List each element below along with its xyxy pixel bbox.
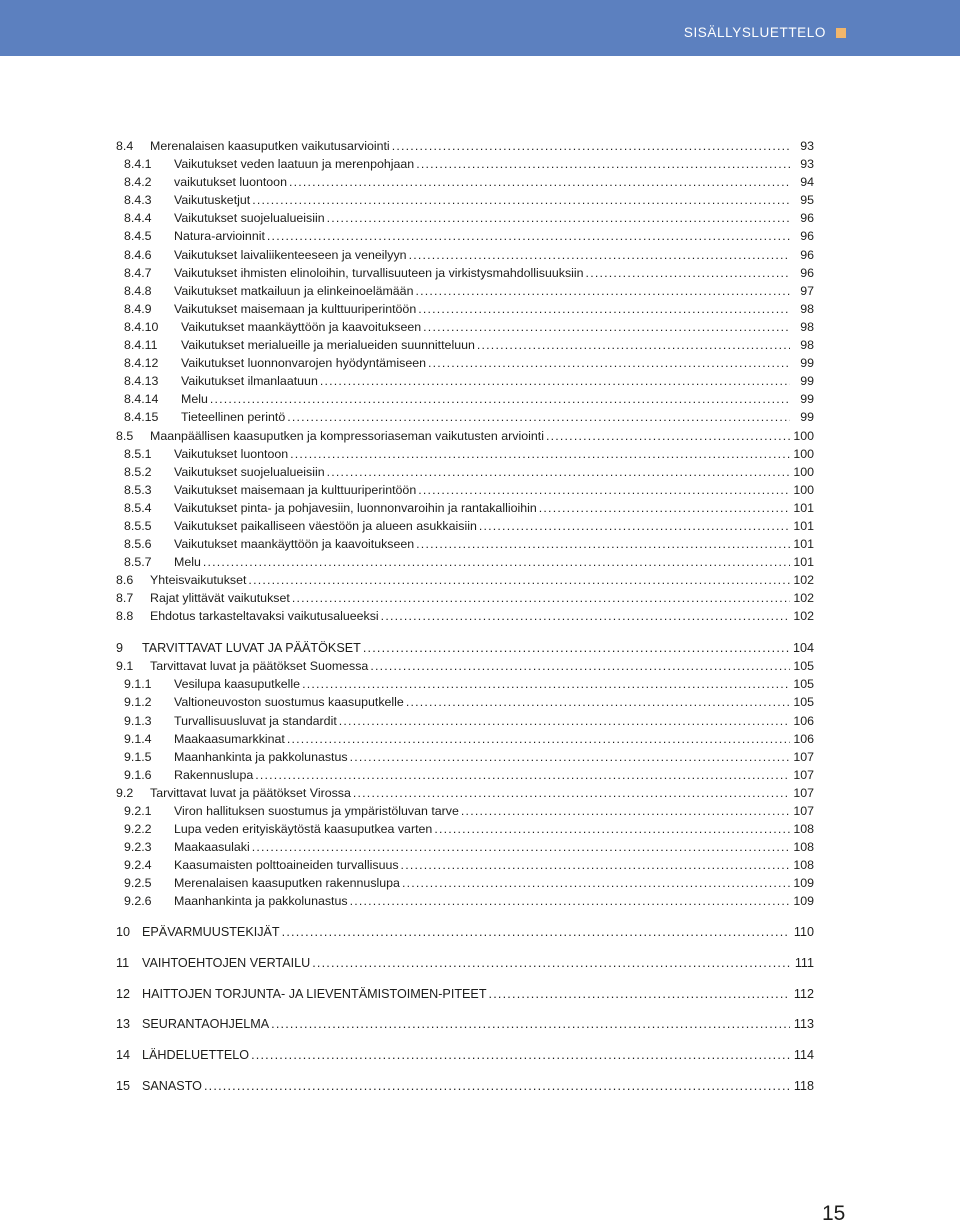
toc-dot-leader: [416, 535, 790, 553]
toc-entry[interactable]: [116, 607, 814, 625]
toc-entry-number: 9.1.2: [124, 695, 152, 710]
toc-dot-leader: [477, 336, 790, 354]
toc-dot-leader: [292, 589, 790, 607]
toc-entry[interactable]: [116, 517, 814, 535]
toc-entry-title: Vesilupa kaasuputkelle: [174, 677, 301, 692]
toc-dot-leader: [327, 209, 790, 227]
toc-entry[interactable]: [116, 1077, 814, 1095]
toc-entry-number: 8.4.5: [124, 229, 152, 244]
toc-entry[interactable]: [116, 856, 814, 874]
toc-entry[interactable]: [116, 675, 814, 693]
toc-entry-page: 96: [800, 229, 814, 244]
toc-entry-page: 113: [793, 1017, 814, 1032]
toc-dot-leader: [289, 173, 790, 191]
toc-entry[interactable]: [116, 209, 814, 227]
toc-entry[interactable]: [116, 155, 814, 173]
toc-entry-page: 101: [793, 518, 814, 533]
toc-entry[interactable]: [116, 639, 814, 657]
toc-entry-page: 99: [800, 374, 814, 389]
toc-entry-number: 13: [116, 1017, 131, 1032]
toc-entry[interactable]: [116, 354, 814, 372]
toc-dot-leader: [252, 191, 790, 209]
toc-entry-title: Turvallisuusluvat ja standardit: [174, 713, 337, 728]
toc-entry-number: 8.5.4: [124, 500, 152, 515]
toc-entry-number: 8.4.15: [124, 410, 159, 425]
toc-entry[interactable]: [116, 571, 814, 589]
toc-entry[interactable]: [116, 535, 814, 553]
toc-entry-number: 9.2.1: [124, 803, 152, 818]
toc-entry-title: Vaikutukset luonnonvarojen hyödyntämiseen: [181, 356, 426, 371]
toc-entry-page: 99: [800, 392, 814, 407]
toc-entry[interactable]: [116, 589, 814, 607]
toc-dot-leader: [546, 427, 790, 445]
toc-entry-page: 108: [793, 822, 814, 837]
toc-entry-title: Maakaasumarkkinat: [174, 731, 285, 746]
toc-entry[interactable]: [116, 499, 814, 517]
toc-entry-title: Tieteellinen perintö: [181, 410, 286, 425]
toc-entry-number: 9.2.4: [124, 858, 152, 873]
toc-entry-page: 101: [793, 500, 814, 515]
toc-entry-title: Vaikutukset merialueille ja merialueiden suunnitteluun: [181, 338, 475, 353]
toc-dot-leader: [539, 499, 790, 517]
toc-entry-number: 8.6: [116, 573, 134, 588]
toc-entry[interactable]: [116, 1046, 814, 1064]
toc-dot-leader: [401, 856, 790, 874]
toc-entry-page: 101: [793, 555, 814, 570]
toc-entry[interactable]: [116, 481, 814, 499]
toc-dot-leader: [267, 227, 790, 245]
toc-entry-page: 98: [800, 338, 814, 353]
toc-entry-number: 8.8: [116, 609, 134, 624]
toc-entry[interactable]: [116, 693, 814, 711]
toc-entry-title: Vaikutukset pinta- ja pohjavesiin, luonnonvaroihin ja rantakallioihin: [174, 500, 537, 515]
toc-entry-page: 106: [793, 731, 814, 746]
toc-entry-number: 8.5: [116, 428, 134, 443]
toc-entry-page: 108: [793, 858, 814, 873]
toc-entry-title: Vaikutukset ilmanlaatuun: [181, 374, 318, 389]
toc-entry-title: SANASTO: [142, 1078, 202, 1093]
header-bar: [0, 0, 960, 56]
toc-entry-page: 111: [794, 955, 814, 970]
toc-entry-page: 98: [800, 319, 814, 334]
toc-entry-title: Vaikutukset luontoon: [174, 446, 289, 461]
toc-entry-page: 93: [800, 157, 814, 172]
toc-entry[interactable]: [116, 173, 814, 191]
toc-entry-number: 8.4.3: [124, 193, 152, 208]
toc-dot-leader: [255, 766, 790, 784]
toc-dot-leader: [248, 571, 790, 589]
toc-entry-number: 12: [116, 986, 131, 1001]
toc-entry-title: Melu: [181, 392, 208, 407]
toc-entry-title: Vaikutukset suojelualueisiin: [174, 464, 325, 479]
toc-entry-page: 109: [793, 894, 814, 909]
toc-entry-title: Viron hallituksen suostumus ja ympäristöluvan tarve: [174, 803, 459, 818]
toc-entry[interactable]: [116, 282, 814, 300]
toc-dot-leader: [586, 264, 790, 282]
toc-dot-leader: [203, 553, 790, 571]
toc-dot-leader: [363, 639, 790, 657]
toc-dot-leader: [489, 985, 790, 1003]
toc-entry-page: 96: [800, 247, 814, 262]
toc-dot-leader: [210, 390, 790, 408]
toc-entry-title: Vaikutukset maankäyttöön ja kaavoitukseen: [174, 537, 415, 552]
toc-entry-number: 8.4.7: [124, 265, 152, 280]
toc-entry-title: Maanhankinta ja pakkolunastus: [174, 749, 348, 764]
toc-entry-page: 100: [793, 428, 814, 443]
toc-entry-title: LÄHDELUETTELO: [142, 1047, 250, 1062]
toc-entry[interactable]: [116, 874, 814, 892]
toc-dot-leader: [320, 372, 790, 390]
toc-entry[interactable]: [116, 445, 814, 463]
toc-entry-title: Vaikutusketjut: [174, 193, 251, 208]
toc-entry[interactable]: [116, 748, 814, 766]
toc-entry[interactable]: [116, 408, 814, 426]
toc-entry-page: 108: [793, 840, 814, 855]
toc-entry[interactable]: [116, 838, 814, 856]
toc-entry-title: Valtioneuvoston suostumus kaasuputkelle: [174, 695, 404, 710]
toc-dot-leader: [271, 1015, 790, 1033]
toc-entry[interactable]: [116, 954, 814, 972]
toc-entry-page: 97: [800, 283, 814, 298]
toc-entry[interactable]: [116, 712, 814, 730]
toc-dot-leader: [327, 463, 790, 481]
toc-dot-leader: [339, 712, 790, 730]
toc-entry-page: 98: [800, 301, 814, 316]
toc-dot-leader: [416, 155, 790, 173]
toc-dot-leader: [287, 408, 790, 426]
toc-entry-page: 95: [800, 193, 814, 208]
toc-entry[interactable]: [116, 227, 814, 245]
toc-entry-page: 100: [793, 464, 814, 479]
toc-dot-leader: [428, 354, 790, 372]
toc-entry-number: 8.4.6: [124, 247, 152, 262]
toc-entry-title: VAIHTOEHTOJEN VERTAILU: [142, 955, 311, 970]
toc-dot-leader: [204, 1077, 790, 1095]
toc-dot-leader: [287, 730, 790, 748]
toc-dot-leader: [381, 607, 790, 625]
toc-dot-leader: [434, 820, 790, 838]
toc-entry-title: Merenalaisen kaasuputken vaikutusarviointi: [150, 139, 390, 153]
toc-entry-title: Maanhankinta ja pakkolunastus: [174, 894, 348, 909]
toc-entry-number: 9.2.6: [124, 894, 152, 909]
toc-entry-title: Vaikutukset maisemaan ja kulttuuriperintöön: [174, 482, 417, 497]
toc-entry-page: 102: [793, 591, 814, 606]
toc-dot-leader: [290, 445, 790, 463]
toc-entry-number: 8.4.1: [124, 157, 152, 172]
toc-entry-title: Tarvittavat luvat ja päätökset Suomessa: [150, 659, 369, 674]
toc-entry-number: 9.1: [116, 659, 134, 674]
toc-entry-title: Vaikutukset paikalliseen väestöön ja alueen asukkaisiin: [174, 518, 477, 533]
toc-entry-page: 109: [793, 876, 814, 891]
toc-entry-page: 102: [793, 573, 814, 588]
toc-entry[interactable]: [116, 372, 814, 390]
toc-entry-page: 107: [793, 767, 814, 782]
toc-entry-page: 105: [793, 677, 814, 692]
toc-entry[interactable]: [116, 923, 814, 941]
orange-square-icon: [836, 28, 846, 38]
toc-entry-title: vaikutukset luontoon: [174, 175, 287, 190]
toc-entry-title: Lupa veden erityiskäytöstä kaasuputkea varten: [174, 822, 433, 837]
toc-entry-number: 9.1.5: [124, 749, 152, 764]
toc-entry-number: 8.4.11: [124, 338, 158, 353]
toc-entry-page: 105: [793, 659, 814, 674]
toc-dot-leader: [406, 693, 790, 711]
toc-dot-leader: [312, 954, 790, 972]
toc-entry[interactable]: [116, 427, 814, 445]
toc-entry-number: 15: [116, 1078, 131, 1093]
toc-entry[interactable]: [116, 246, 814, 264]
toc-entry-number: 9.1.1: [124, 677, 152, 692]
toc-entry-page: 99: [800, 356, 814, 371]
toc-entry-number: 11: [116, 955, 130, 970]
toc-entry-number: 9.2: [116, 785, 134, 800]
toc-entry[interactable]: [116, 137, 814, 155]
toc-entry[interactable]: [116, 318, 814, 336]
toc-entry-number: 9.1.3: [124, 713, 152, 728]
toc-entry-title: Vaikutukset laivaliikenteeseen ja veneilyyn: [174, 247, 407, 262]
toc-entry-page: 96: [800, 265, 814, 280]
toc-entry-title: Vaikutukset matkailuun ja elinkeinoelämään: [174, 283, 414, 298]
toc-entry-page: 101: [793, 537, 814, 552]
toc-entry-page: 96: [800, 211, 814, 226]
toc-entry-title: Vaikutukset suojelualueisiin: [174, 211, 325, 226]
toc-entry-number: 8.4.13: [124, 374, 159, 389]
toc-dot-leader: [418, 300, 790, 318]
toc-entry-page: 104: [792, 641, 814, 656]
toc-entry-title: Merenalaisen kaasuputken rakennuslupa: [174, 876, 400, 891]
toc-entry-title: SEURANTAOHJELMA: [142, 1017, 270, 1032]
toc-entry-number: 8.4.9: [124, 301, 152, 316]
toc-entry-page: 102: [793, 609, 814, 624]
toc-entry-number: 10: [116, 925, 131, 940]
toc-entry-page: 107: [793, 785, 814, 800]
toc-dot-leader: [370, 657, 790, 675]
toc-entry-page: 110: [793, 925, 814, 940]
toc-entry[interactable]: [116, 191, 814, 209]
toc-entry-number: 8.5.5: [124, 518, 152, 533]
toc-entry[interactable]: [116, 657, 814, 675]
toc-entry-page: 106: [793, 713, 814, 728]
toc-dot-leader: [461, 802, 790, 820]
toc-entry-number: 8.7: [116, 591, 134, 606]
toc-entry[interactable]: [116, 784, 814, 802]
toc-dot-leader: [415, 282, 790, 300]
toc-dot-leader: [402, 874, 790, 892]
toc-dot-leader: [423, 318, 790, 336]
toc-entry-title: TARVITTAVAT LUVAT JA PÄÄTÖKSET: [142, 641, 361, 656]
page-number: 15: [822, 1202, 846, 1225]
toc-dot-leader: [479, 517, 790, 535]
toc-entry-page: 107: [793, 803, 814, 818]
toc-entry[interactable]: [116, 553, 814, 571]
toc-entry[interactable]: [116, 336, 814, 354]
toc-entry-title: Ehdotus tarkasteltavaksi vaikutusalueeksi: [150, 609, 379, 624]
toc-entry[interactable]: [116, 390, 814, 408]
toc-dot-leader: [418, 481, 790, 499]
toc-dot-leader: [252, 838, 790, 856]
toc-entry-page: 100: [793, 482, 814, 497]
toc-entry-page: 99: [800, 410, 814, 425]
section-title: SISÄLLYSLUETTELO: [683, 25, 826, 40]
toc-entry-number: 8.4: [116, 139, 134, 153]
toc-entry-number: 9.1.6: [124, 767, 152, 782]
toc-entry-number: 14: [116, 1047, 131, 1062]
toc-entry-title: Vaikutukset veden laatuun ja merenpohjaan: [174, 157, 415, 172]
toc-dot-leader: [350, 892, 790, 910]
toc-entry-page: 118: [793, 1078, 814, 1093]
toc-dot-leader: [350, 748, 790, 766]
toc-entry-page: 94: [800, 175, 814, 190]
toc-dot-leader: [409, 246, 790, 264]
toc-entry-title: Tarvittavat luvat ja päätökset Virossa: [150, 785, 351, 800]
toc-entry[interactable]: [116, 1015, 814, 1033]
toc-entry-number: 8.5.1: [124, 446, 152, 461]
toc-entry[interactable]: [116, 300, 814, 318]
toc-dot-leader: [302, 675, 790, 693]
toc-entry-page: 105: [793, 695, 814, 710]
toc-entry-number: 8.4.8: [124, 283, 152, 298]
toc-dot-leader: [353, 784, 790, 802]
toc-entry-page: 93: [800, 139, 814, 153]
toc-entry[interactable]: [116, 985, 814, 1003]
table-of-contents: [116, 137, 814, 1095]
toc-entry[interactable]: [116, 463, 814, 481]
toc-entry-page: 100: [793, 446, 814, 461]
toc-entry-title: Melu: [174, 555, 201, 570]
toc-entry-number: 8.4.4: [124, 211, 152, 226]
toc-entry-number: 8.5.3: [124, 482, 152, 497]
toc-entry-number: 9.2.2: [124, 822, 152, 837]
toc-entry-title: Vaikutukset ihmisten elinoloihin, turvallisuuteen ja virkistysmahdollisuuksiin: [174, 265, 584, 280]
toc-entry-number: 8.5.2: [124, 464, 152, 479]
toc-entry-number: 8.4.14: [124, 392, 159, 407]
toc-entry-number: 8.5.6: [124, 537, 152, 552]
toc-entry-title: Maanpäällisen kaasuputken ja kompressoriaseman vaikutusten arviointi: [150, 428, 544, 443]
toc-entry-title: Maakaasulaki: [174, 840, 250, 855]
toc-entry[interactable]: [116, 264, 814, 282]
toc-entry-page: 107: [793, 749, 814, 764]
toc-entry-page: 112: [793, 986, 814, 1001]
toc-entry[interactable]: [116, 802, 814, 820]
toc-entry[interactable]: [116, 730, 814, 748]
toc-entry[interactable]: [116, 892, 814, 910]
toc-entry-title: Natura-arvioinnit: [174, 229, 265, 244]
toc-entry-number: 8.4.12: [124, 356, 159, 371]
toc-entry-page: 114: [793, 1047, 814, 1062]
toc-entry-title: Kaasumaisten polttoaineiden turvallisuus: [174, 858, 399, 873]
toc-dot-leader: [392, 137, 790, 155]
toc-entry-title: Yhteisvaikutukset: [150, 573, 247, 588]
toc-entry-number: 9.2.5: [124, 876, 152, 891]
toc-dot-leader: [282, 923, 790, 941]
toc-entry-title: HAITTOJEN TORJUNTA- JA LIEVENTÄMISTOIMEN-PITEET: [142, 986, 487, 1001]
toc-entry[interactable]: [116, 820, 814, 838]
toc-entry-title: Vaikutukset maankäyttöön ja kaavoitukseen: [181, 319, 422, 334]
toc-entry-number: 9: [116, 641, 124, 656]
toc-entry-number: 9.1.4: [124, 731, 152, 746]
toc-entry-title: Vaikutukset maisemaan ja kulttuuriperintöön: [174, 301, 417, 316]
toc-entry[interactable]: [116, 766, 814, 784]
toc-entry-title: Rajat ylittävät vaikutukset: [150, 591, 290, 606]
toc-entry-title: EPÄVARMUUSTEKIJÄT: [142, 925, 280, 940]
toc-entry-title: Rakennuslupa: [174, 767, 254, 782]
toc-entry-number: 8.4.10: [124, 319, 159, 334]
toc-entry-number: 8.5.7: [124, 555, 152, 570]
toc-entry-number: 8.4.2: [124, 175, 152, 190]
toc-dot-leader: [251, 1046, 790, 1064]
toc-entry-number: 9.2.3: [124, 840, 152, 855]
